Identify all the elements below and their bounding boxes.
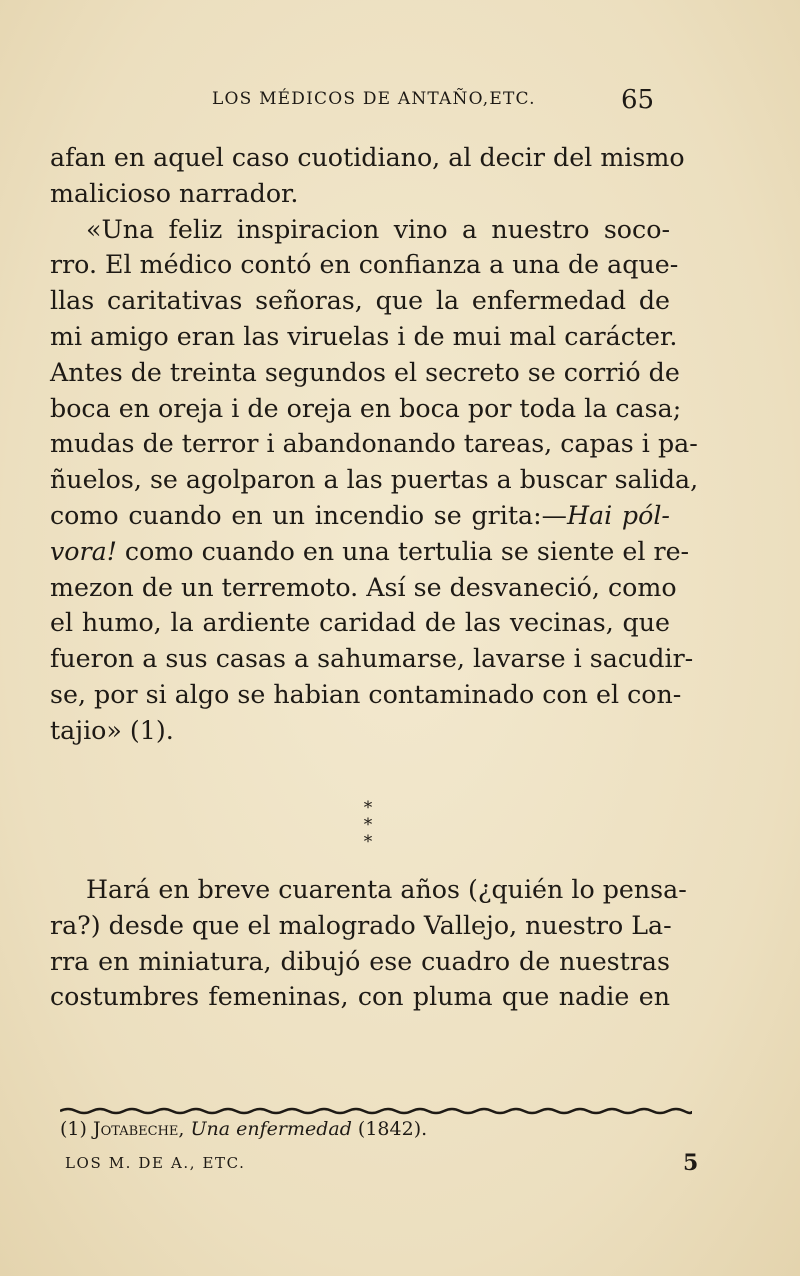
text-line: tajio» (1). <box>50 715 174 745</box>
running-head: LOS MÉDICOS DE ANTAÑO,ETC. <box>212 89 536 109</box>
text-line: rro. El médico contó en confianza a una de aque- <box>50 250 679 280</box>
text-line: se, por si algo se habian contaminado con el con- <box>50 679 682 709</box>
signature-mark: 5 <box>683 1150 699 1176</box>
asterism-divider <box>348 800 388 850</box>
text-line: malicioso narrador. <box>50 178 299 208</box>
footnote-marker: (1) <box>60 1118 87 1140</box>
page-number: 65 <box>621 85 655 115</box>
text-segment: como cuando en una tertulia se siente el re- <box>116 536 690 566</box>
footnote-author: Jotabeche, <box>92 1118 185 1140</box>
italic-exclamation: Hai pól- <box>566 500 670 530</box>
text-line: el humo, la ardiente caridad de las vecinas, que <box>50 608 670 638</box>
page-header <box>0 85 800 115</box>
text-segment: como cuando en un incendio se grita:— <box>50 500 567 530</box>
text-line: ra?) desde que el malogrado Vallejo, nuestro La- <box>50 910 672 940</box>
footnote-year: (1842). <box>357 1118 428 1140</box>
text-line: Antes de treinta segundos el secreto se corrió de <box>50 357 680 387</box>
paragraph-1 <box>50 140 699 749</box>
text-line: costumbres femeninas, con pluma que nadie en <box>50 982 670 1012</box>
text-line: ñuelos, se agolparon a las puertas a buscar salida, <box>50 465 699 495</box>
text-line: «Una feliz inspiracion vino a nuestro soco- <box>86 214 670 244</box>
text-line <box>50 534 690 570</box>
text-line: mudas de terror i abandonando tareas, capas i pa- <box>50 429 698 459</box>
footnote <box>60 1118 427 1140</box>
text-line: rra en miniatura, dibujó ese cuadro de nuestras <box>50 946 670 976</box>
footnote-rule <box>60 1106 692 1116</box>
text-line: llas caritativas señoras, que la enfermedad de <box>50 286 670 316</box>
asterism-bottom: * * <box>363 815 381 852</box>
text-line: boca en oreja i de oreja en boca por toda la casa; <box>50 393 682 423</box>
footnote-title: Una enfermedad <box>190 1118 352 1140</box>
text-line <box>50 498 670 534</box>
text-line: afan en aquel caso cuotidiano, al decir del mismo <box>50 143 685 172</box>
text-line: Hará en breve cuarenta años (¿quién lo pensa- <box>86 875 687 904</box>
text-line: mi amigo eran las viruelas i de mui mal carácter. <box>50 321 678 351</box>
text-line: mezon de un terremoto. Así se desvaneció, como <box>50 572 677 602</box>
signature-text: LOS M. DE A., ETC. <box>65 1154 246 1172</box>
asterism-top: * <box>363 798 373 818</box>
italic-exclamation-end: vora! <box>50 536 117 566</box>
text-line: fueron a sus casas a sahumarse, lavarse i sacudir- <box>50 644 694 674</box>
printer-signature <box>65 1150 699 1176</box>
paragraph-2 <box>50 872 687 1015</box>
